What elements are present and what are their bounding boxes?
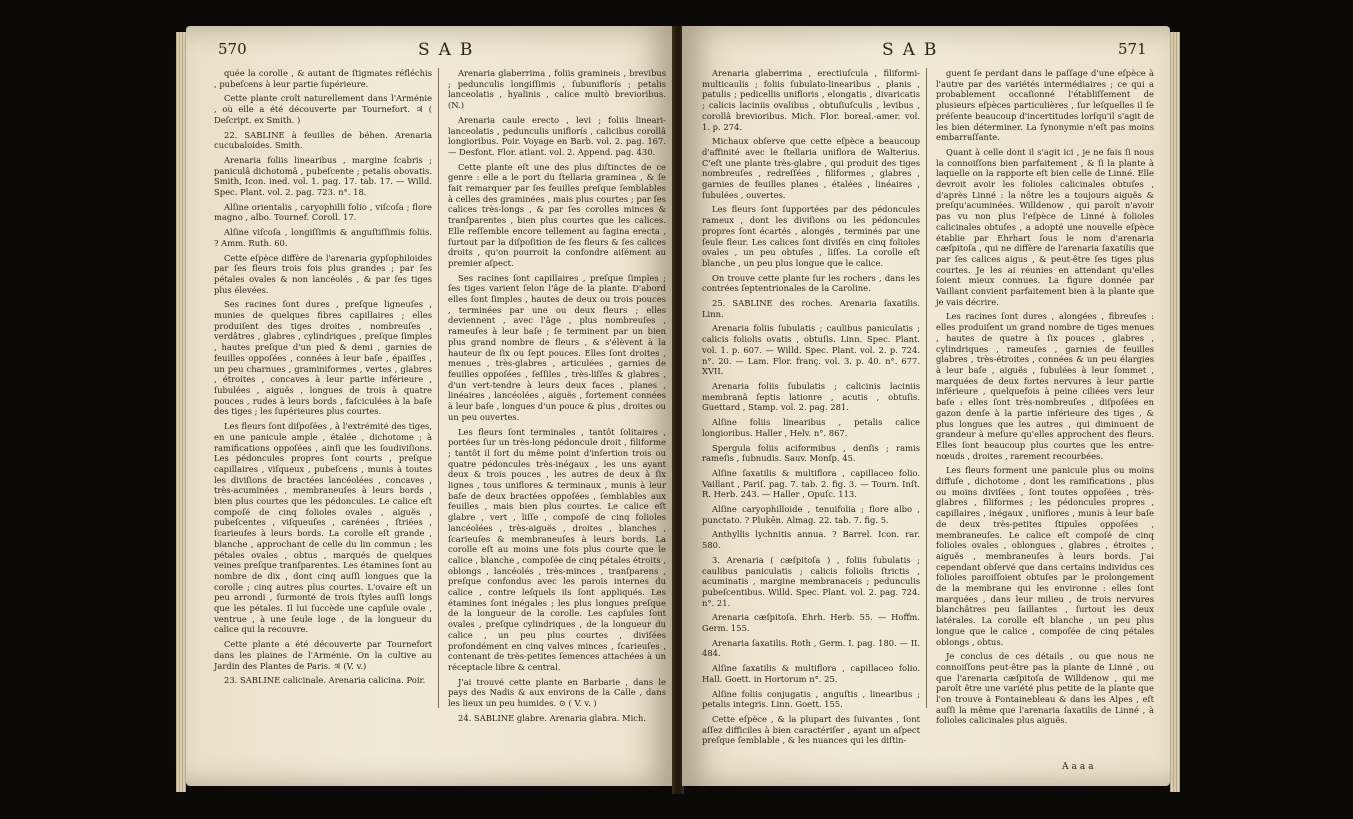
paragraph: On trouve cette plante ſur les rochers , dans les contrées ſeptentrionales de la Caroline. [702, 272, 920, 294]
paragraph: Les fleurs ſont terminales , tantôt ſolitaires , portées ſur un très-long pédoncule droit , filiforme ; tantôt il ſort du même point d'inſertion trois ou quatre pédoncules très-inégaux , les uns ayant deux & trois pouces , les autres de deux à ſix lignes , tous uniflores & terminaux , munis à leur baſe de deux bractées oppoſées , ſemblables aux feuilles , mais bien plus courtes. Le calice eſt glabre , vert , liſſe , compoſé de cinq folioles lancéolées , très-aiguës , droites , blanches , ſcarieuſes & membraneuſes à leurs bords. La corolle eſt au moins une fois plus courte que le calice , blanche , compoſée de cinq pétales étroits , oblongs , lancéolés , très-minces , tranſparens , preſque confondus avec les parois internes du calice , contre leſquels ils ſont appliqués. Les étamines ſont inégales ; les plus longues preſque de la longueur de la corolle. Les capſules ſont ovales , preſque cylindriques , de la longueur du calice , un peu plus courtes , diviſées profondément en cinq valves minces , ſcarieuſes , contenant de très-petites ſemences attachées à un réceptacle libre & central. [448, 426, 666, 672]
paragraph: Alſine viſcoſa , longiſſimis & anguſtiſſimis foliis. ? Amm. Ruth. 60. [214, 227, 432, 248]
paragraph: guent ſe perdant dans le paſſage d'une eſpèce à l'autre par des variétés intermédiaires ; ce qui a probablement occaſionné l'établiſſement de plusieurs eſpèces particulières , ſur leſquelles il ſe préſente beaucoup d'incertitudes lorſqu'il s'agit de les bien déterminer. La ſynonymie n'eſt pas moins embarraſſante. [936, 68, 1154, 143]
right-column-1 [702, 68, 920, 750]
paragraph: 25. SABLINE des roches. Arenaria ſaxatilis. Linn. [702, 298, 920, 319]
paragraph: Spergula foliis aciformibus , denſis ; ramis rameſis , ſubnudis. Sauv. Monſp. 45. [702, 442, 920, 464]
paragraph: Quant à celle dont il s'agit ici , je ne fais ſi nous la connoiſſons bien parfaitement , & ſi la plante à laquelle on la rapporte eſt bien celle de Linné. Elle devroit avoir les folioles calicinales obtuſes , d'après Linné : la nôtre les a toujours aiguës & preſqu'acuminées. Willdenow , qui paroît n'avoir pas vu non plus l'eſpèce de Linné à folioles calicinales obtuſes , a adopté une nouvelle eſpèce établie par Ehrhart ſous le nom d'arenaria cæſpitoſa , qui ne diffère de l'arenaria ſaxatilis que par ſes calices aigus , & peut-être ſes tiges plus courtes. Je les ai réunies en attendant qu'elles ſoient mieux connues. La figure donnée par Vaillant convient parfaitement bien à la plante que je vais décrire. [936, 146, 1154, 307]
paragraph: Michaux obſerve que cette eſpèce a beaucoup d'affinité avec le ſtellaria uniflora de Walterius. C'eſt une plante très-glabre , qui produit des tiges nombreuſes , redreſſées , filiformes , glabres , garnies de feuilles planes , étalées , linéaires , ſubulées , ouvertes. [702, 136, 920, 200]
paragraph: Arenaria glaberrima , foliis gramineis , brevibus ; pedunculis longiſſimis , ſubuniflorís ; petalis lanceolatis , hyalinis , calice multò brevioribus. (N.) [448, 68, 666, 111]
paragraph: Arenaria glaberrima , erectiuſcula , filiformi-multicaulis ; foliis ſubulato-linearibus , planis , patulis ; pedicellis unifloris , elongatis , divaricatis ; calicis laciniis ovalibus , obtuſiuſculis , levibus , corollâ brevioribus. Mich. Flor. boreal.-amer. vol. 1. p. 274. [702, 68, 920, 132]
paragraph: 22. SABLINE à feuilles de béhen. Arenaria cucubaloides. Smith. [214, 129, 432, 151]
paragraph: Alſine caryophilloide , tenuifolia ; flore albo , punctato. ? Plukēn. Almag. 22. tab. 7. fig. 5. [702, 504, 920, 525]
paragraph: quée la corolle , & autant de ſtigmates réfléchis , pubeſcens à leur partie ſupérieure. [214, 68, 432, 89]
paragraph: Alſine orientalis , caryophilli folio , viſcoſa ; flore magno , albo. Tournef. Coroll. 17. [214, 201, 432, 223]
paragraph: Alſine foliis conjugatis , anguſtis , linearibus ; petalis integris. Linn. Goett. 155. [702, 688, 920, 710]
paragraph: Ses racines ſont dures , preſque ligneuſes , munies de quelques fibres capillaires ; elles produiſent des tiges droites , nombreuſes , verdâtres , glabres , cylindriques , preſque ſimples , hautes preſque d'un pied & demi , garnies de feuilles oppoſées , connées à leur baſe , épaiſſes , un peu charnues , graminiformes , vertes , glabres , étroites , concaves à leur partie inférieure , ſubulées , aiguës , longues de trois à quatre pouces , rudes à leurs bords , faſciculées à la baſe des tiges ; les ſupérieures plus courtes. [214, 299, 432, 417]
paragraph: Alſine foliis linearibus , petalis calice longioribus. Haller , Helv. n°. 867. [702, 417, 920, 438]
paragraph: Cette eſpèce , & la plupart des ſuivantes , ſont aſſez difficiles à bien caractériſer , ayant un aſpect preſque ſemblable , & les nuances qui les diſtin- [702, 713, 920, 746]
paragraph: Les fleurs forment une panicule plus ou moins diffuſe , dichotome , dont les ramifications , plus ou moins diviſées , ſont toutes oppoſées , très-glabres , filiformes ; les pédoncules propres , capillaires , inégaux , uniflores , munis à leur baſe de deux très-petites ſtipules oppoſées , membraneuſes. Le calice eſt compoſé de cinq folioles ovales , oblongues , glabres , étroites , aiguës , membraneuſes à leurs bords. J'ai cependant obſervé que dans certains individus ces folioles paroiſſoient obtuſes par le prolongement de la membrane qui les environne : elles ſont marquées , dans leur milieu , de trois nervures blanchâtres peu ſaillantes , ſurtout les deux latérales. La corolle eſt blanche , un peu plus longue que le calice , compoſée de cinq pétales oblongs , obtus. [936, 465, 1154, 647]
left-page-number: 570 [218, 40, 247, 58]
right-page [682, 26, 1170, 786]
open-book [176, 26, 1180, 801]
paragraph: Arenaria foliis ſubulatis ; calicinis laciniis membranâ ſeptis lationre , acutis , obtuſis. Guettard , Stamp. vol. 2. pag. 281. [702, 380, 920, 413]
paragraph: Ses racines ſont capillaires , preſque ſimples ; ſes tiges varient ſelon l'âge de la plante. D'abord elles ſont ſimples , hautes de deux ou trois pouces , terminées par une ou deux fleurs ; elles deviennent , avec l'âge , plus nombreuſes , rameuſes à leur baſe ; ſe terminent par un bien plus grand nombre de fleurs , & s'élèvent à la hauteur de ſix ou ſept pouces. Elles ſont droites , menues , très-glabres , articulées , garnies de feuilles oppoſées , ſeſſiles , très-liſſes & glabres , d'un vert-tendre à leurs deux faces , planes , linéaires , lancéolées , aiguës , fortement connées à leur baſe , longues d'un pouce & plus , droites ou un peu ouvertes. [448, 272, 666, 422]
right-page-header: SAB [882, 40, 946, 60]
right-column-2 [936, 68, 1154, 730]
paragraph: Arenaria foliis ſubulatis ; caulibus paniculatis ; calicis foliolis ovatis , obtuſis. Linn. Spec. Plant. vol. 1. p. 607. — Willd. Spec. Plant. vol. 2. p. 724. n°. 20. — Lam. Flor. franç. vol. 3. p. 40. n°. 677. XVII. [702, 323, 920, 377]
left-page-header: SAB [418, 40, 482, 60]
paragraph: Cette plante croît naturellement dans l'Arménie , où elle a été découverte par Tournefort. ♃ ( Deſcript. ex Smith. ) [214, 93, 432, 125]
paragraph: Les racines ſont dures , alongées , fibreuſes : elles produiſent un grand nombre de tiges menues , hautes de quatre à ſix pouces , glabres , cylindriques , rameuſes , garnies de feuilles glabres , très-étroites , connées & un peu élargies à leur baſe , aiguës , ſubulées à leur ſommet , marquées de deux fortes nervures à leur partie inférieure , quelquefois à peine ciliées vers leur baſe : elles ſont très-nombreuſes , diſpoſées en gazon denſe à la partie inférieure des tiges , & plus longues que les autres , qui diminuent de grandeur à meſure qu'elles approchent des fleurs. Elles ſont beaucoup plus courtes que les entre-nœuds , droites , rarement recourbées. [936, 311, 1154, 461]
signature-mark: Aaaa [1062, 762, 1097, 772]
paragraph: 23. SABLINE calicinale. Arenaria calicina. Poir. [224, 675, 426, 686]
left-column-2 [448, 68, 666, 727]
paragraph: Je conclus de ces détails , ou que nous ne connoiſſons peut-être pas la plante de Linné , ou que l'arenaria cæſpitoſa de Willdenow , qui me paroît être une variété plus petite de la plante que l'on trouve à Fontainebleau & dans les Alpes , eſt auſſi la même que l'arenaria ſaxatilis de Linné , à folioles calicinales plus aiguës. [936, 651, 1154, 726]
paragraph: 3. Arenaria ( cæſpitoſa ) , foliis ſubulatis ; caulibus paniculatis ; calicis foliolis ſtrictis , acuminatis , margine membranaceis ; pedunculis pubeſcentibus. Willd. Spec. Plant. vol. 2. pag. 724. n°. 21. [702, 554, 920, 608]
left-column-1 [214, 68, 432, 690]
paragraph: Alſine ſaxatilis & multiflora , capillaceo folio. Vaillant , Pariſ. pag. 7. tab. 2. fig. 3. — Tourn. Inſt. R. Herb. 243. — Haller , Opuſc. 113. [702, 467, 920, 500]
paragraph: J'ai trouvé cette plante en Barbarie , dans le pays des Nadis & aux environs de la Calle , dans les lieux un peu humides. ⊙ ( V. v. ) [448, 676, 666, 709]
paragraph: Alſine ſaxatilis & multiflora , capillaceo folio. Hall. Goett. in Hortorum n°. 25. [702, 663, 920, 684]
paragraph: Cette plante a été découverte par Tournefort dans les plaines de l'Arménie. On la cultive au Jardin des Plantes de Paris. ♃ (V. v.) [214, 639, 432, 671]
paragraph: Arenaria cæſpitoſa. Ehrh. Herb. 55. — Hoffm. Germ. 155. [702, 612, 920, 634]
right-page-edge [1170, 32, 1180, 792]
paragraph: Arenaria ſaxatilis. Roth , Germ. I. pag. 180. — II. 484. [702, 637, 920, 659]
paragraph: Cette eſpèce diffère de l'arenaria gypſophiloides par ſes fleurs trois fois plus grandes ; par ſes pétales ovales & non lancéolés , & par ſes tiges plus élevées. [214, 252, 432, 295]
paragraph: 24. SABLINE glabre. Arenaria glabra. Mich. [458, 712, 647, 723]
left-column-rule [438, 68, 439, 708]
right-page-number: 571 [1118, 40, 1147, 58]
right-column-rule [926, 68, 927, 708]
paragraph: Arenaria foliis linearibus , margine ſcabris ; paniculâ dichotomâ , pubeſcente ; petalis obovatis. Smith, Icon. ined. vol. 1. pag. 17. tab. 17. — Willd. Spec. Plant. vol. 2. pag. 723. n°. 18. [214, 154, 432, 198]
paragraph: Arenaria caule erecto , levi ; foliis lineari-lanceolatis , pedunculis uniflorís , calicibus corollâ longioribus. Poir. Voyage en Barb. vol. 2. pag. 167. — Desfont. Flor. atlant. vol. 2. Append. pag. 430. [448, 114, 666, 157]
left-page-edge [176, 32, 186, 792]
paragraph: Cette plante eſt une des plus diſtinctes de ce genre : elle a le port du ſtellaria graminea , & ſe fait remarquer par ſes feuilles preſque ſemblables à celles des graminées , mais plus courtes ; par ſes calices très-longs , & par ſes corolles minces & tranſparentes , bien plus courtes que les calices. Elle reſſemble encore tellement au ſagina erecta , ſurtout par la diſpoſition de ſes fleurs & ſes calices droits , qu'on pourroit la confondre aiſément au premier aſpect. [448, 161, 666, 268]
paragraph: Les fleurs ſont ſupportées par des pédoncules rameux , dont les diviſions ou les pédoncules propres ſont écartés , alongés , terminés par une ſeule fleur. Les calices ſont diviſés en cinq folioles ovales , un peu obtuſes , liſſes. La corolle eſt blanche , un peu plus longue que le calice. [702, 204, 920, 268]
paragraph: Anthyllis lychnitis annua. ? Barrel. Icon. rar. 580. [702, 529, 920, 551]
paragraph: Les fleurs ſont diſpoſées , à l'extrémité des tiges, en une panicule ample , étalée , dichotome ; à ramifications oppoſées , ainſi que les ſoudiviſions. Les pédoncules propres ſont courts , preſque capillaires , viſqueux , pubeſcens , munis à toutes les diviſions de bractées lancéolées , concaves , très-acuminées , membraneuſes à leurs bords , bien plus courtes que les pédoncules. Le calice eſt compoſé de cinq folioles ovales , aiguës , pubeſcentes , viſqueuſes , carénées , ſtriées , ſcarieuſes à leurs bords. La corolle eſt grande , blanche , approchant de celle du lin commun ; les pétales ovales , obtus , marqués de quelques veines preſque tranſparentes. Les étamines ſont au nombre de dix , dont cinq auſſi longues que la corolle ; cinq autres plus courtes. L'ovaire eſt un peu arrondi , ſurmonté de trois ſtyles auſſi longs que les pétales. Il lui ſuccède une capſule ovale , ventrue , à une ſeule loge , de la longueur du calice qui la recouvre. [214, 421, 432, 635]
left-page [186, 26, 674, 786]
